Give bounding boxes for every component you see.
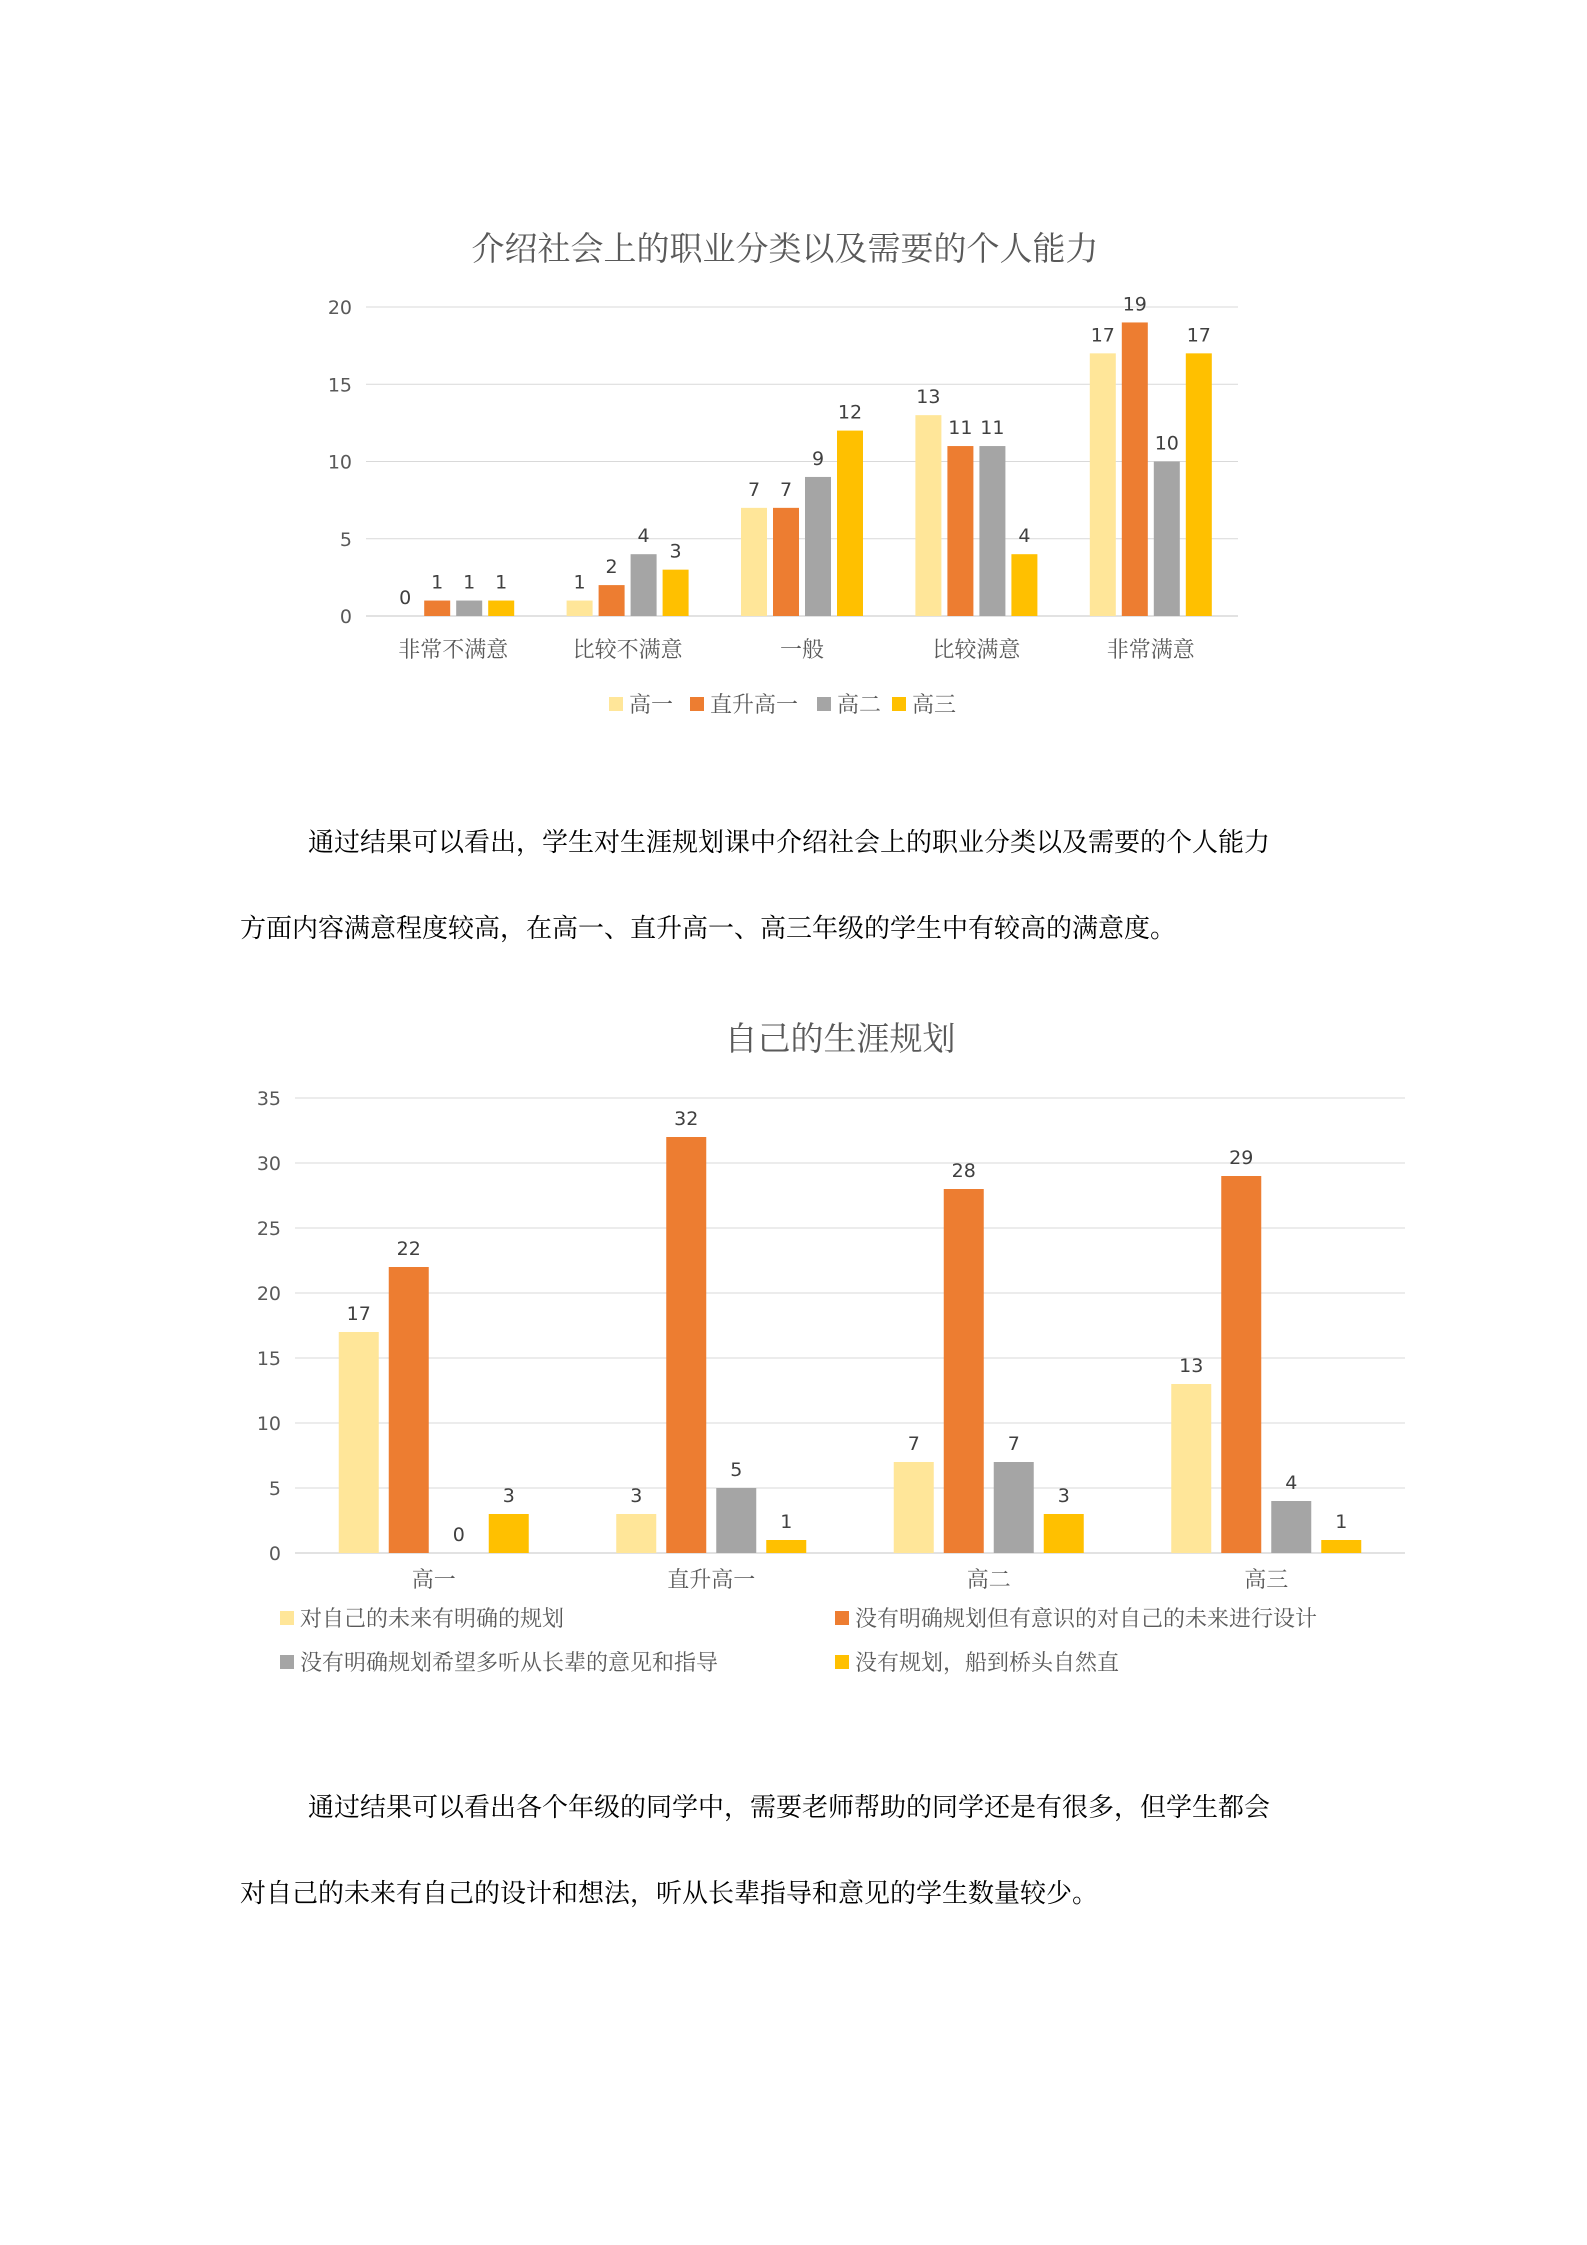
data-label: 1 (780, 1511, 793, 1533)
paragraph-2 (240, 1765, 1350, 1937)
data-label: 3 (502, 1485, 515, 1507)
data-label: 22 (396, 1238, 421, 1260)
data-label: 1 (1335, 1511, 1348, 1533)
legend-label: 对自己的未来有明确的规划 (300, 1607, 565, 1632)
y-tick-label: 5 (339, 528, 352, 551)
paragraph-2-line-2: 对自己的未来有自己的设计和想法，听从长辈指导和意见的学生数量较少。 (240, 1879, 1099, 1909)
data-label: 2 (605, 556, 618, 579)
legend-swatch (280, 1611, 294, 1625)
x-tick-label: 非常不满意 (398, 638, 509, 663)
bar (994, 1462, 1034, 1553)
data-label: 4 (637, 525, 650, 548)
legend-label: 没有明确规划但有意识的对自己的未来进行设计 (855, 1607, 1318, 1632)
data-label: 10 (1154, 432, 1179, 455)
paragraph-1-line-2: 方面内容满意程度较高，在高一、直升高一、高三年级的学生中有较高的满意度。 (240, 914, 1177, 944)
x-tick-label: 一般 (779, 638, 825, 663)
data-label: 17 (1090, 324, 1115, 347)
chart-title: 自己的生涯规划 (724, 1019, 956, 1058)
bar (766, 1540, 806, 1553)
legend-label: 没有明确规划希望多听从长辈的意见和指导 (300, 1651, 719, 1676)
data-label: 11 (980, 417, 1005, 440)
y-tick-label: 35 (256, 1088, 281, 1110)
y-tick-label: 0 (268, 1543, 281, 1565)
y-tick-label: 10 (327, 451, 352, 474)
bar (944, 1189, 984, 1553)
legend-swatch (835, 1611, 849, 1625)
y-tick-label: 5 (268, 1478, 281, 1500)
data-label: 7 (907, 1433, 920, 1455)
data-label: 0 (452, 1524, 465, 1546)
bar (716, 1488, 756, 1553)
data-label: 1 (463, 571, 476, 594)
x-tick-label: 高二 (966, 1568, 1011, 1593)
y-tick-label: 15 (327, 374, 352, 397)
data-label: 3 (630, 1485, 643, 1507)
bar (894, 1462, 934, 1553)
bar (489, 1514, 529, 1553)
x-tick-label: 高三 (1244, 1568, 1289, 1593)
data-label: 1 (495, 571, 508, 594)
x-tick-label: 比较满意 (932, 638, 1021, 663)
data-label: 5 (730, 1459, 743, 1481)
y-tick-label: 0 (339, 606, 352, 628)
chart-title: 介绍社会上的职业分类以及需要的个人能力 (471, 229, 1099, 268)
data-label: 12 (837, 401, 863, 424)
data-label: 11 (948, 417, 973, 440)
y-tick-label: 20 (256, 1283, 281, 1305)
legend-label: 高三 (912, 693, 957, 718)
x-tick-label: 直升高一 (667, 1568, 756, 1593)
data-label: 3 (669, 540, 682, 563)
data-label: 3 (1057, 1485, 1070, 1507)
legend-swatch (835, 1655, 849, 1669)
data-label: 1 (431, 571, 444, 594)
bar (1221, 1176, 1261, 1553)
bar (616, 1514, 656, 1553)
bar (1044, 1514, 1084, 1553)
x-tick-label: 比较不满意 (572, 638, 683, 663)
bar (1321, 1540, 1361, 1553)
data-label: 28 (951, 1160, 976, 1182)
legend-swatch (280, 1655, 294, 1669)
data-label: 17 (346, 1303, 371, 1325)
data-label: 7 (1007, 1433, 1020, 1455)
bar (1271, 1501, 1311, 1553)
data-label: 1 (573, 571, 586, 594)
bar (1171, 1384, 1211, 1553)
data-label: 32 (674, 1108, 699, 1130)
x-tick-label: 非常满意 (1106, 638, 1195, 663)
bar (389, 1267, 429, 1553)
data-label: 4 (1018, 525, 1031, 548)
data-label: 7 (779, 478, 793, 501)
y-tick-label: 30 (256, 1153, 281, 1175)
y-tick-label: 25 (256, 1218, 281, 1240)
x-tick-label: 高一 (411, 1568, 456, 1593)
data-label: 7 (747, 478, 761, 501)
data-label: 19 (1122, 293, 1147, 316)
paragraph-2-line-1: 通过结果可以看出各个年级的同学中，需要老师帮助的同学还是有很多，但学生都会 (308, 1793, 1271, 1823)
legend-label: 高一 (629, 693, 674, 718)
y-tick-label: 10 (256, 1413, 281, 1435)
data-label: 4 (1285, 1472, 1298, 1494)
data-label: 9 (811, 447, 825, 470)
data-label: 0 (399, 587, 412, 609)
y-tick-label: 20 (327, 297, 352, 319)
bar (339, 1332, 379, 1553)
legend-label: 高二 (837, 693, 882, 718)
data-label: 29 (1229, 1147, 1254, 1169)
y-tick-label: 15 (256, 1348, 281, 1370)
paragraph-1-line-1: 通过结果可以看出，学生对生涯规划课中介绍社会上的职业分类以及需要的个人能力 (308, 828, 1271, 858)
data-label: 13 (916, 386, 941, 409)
bar (666, 1137, 706, 1553)
legend-label: 没有规划，船到桥头自然直 (855, 1651, 1120, 1676)
legend-label: 直升高一 (710, 693, 799, 718)
data-label: 17 (1186, 324, 1211, 347)
data-label: 13 (1179, 1355, 1204, 1377)
